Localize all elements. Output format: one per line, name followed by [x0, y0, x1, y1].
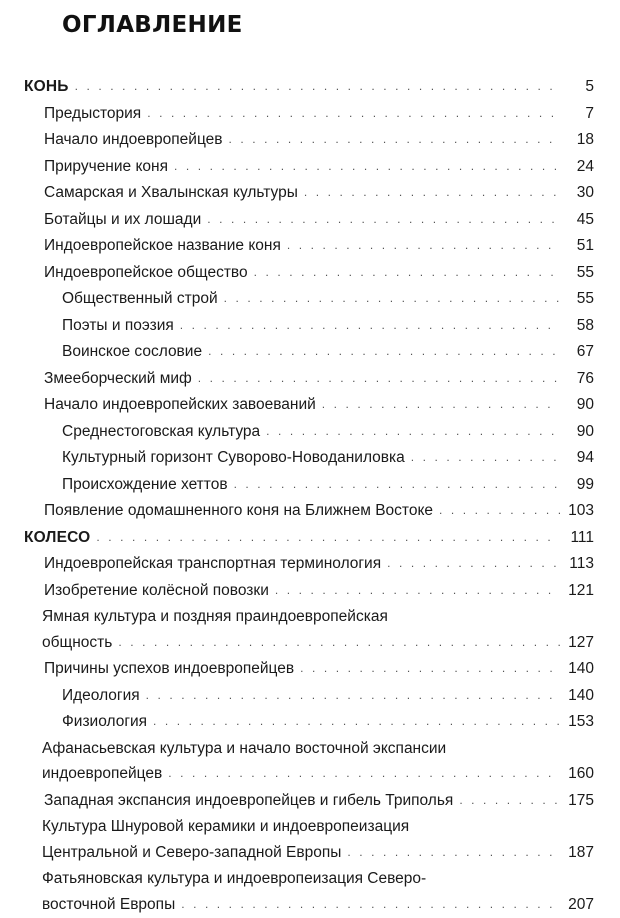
- dot-leader: [254, 260, 560, 286]
- toc-entry: [24, 656, 594, 683]
- toc-subentry: [24, 472, 594, 499]
- toc-page-number: 140: [568, 686, 594, 704]
- page-title: ОГЛАВЛЕНИЕ: [62, 12, 243, 38]
- dot-leader: [234, 472, 560, 498]
- dot-leader: [266, 419, 560, 445]
- toc-page-number: 160: [568, 765, 594, 782]
- toc-entry: [24, 366, 594, 393]
- toc-entry-label: Общественный строй: [62, 290, 218, 307]
- dot-leader: [322, 392, 560, 418]
- dot-leader: [459, 788, 560, 814]
- dot-leader: [118, 630, 560, 656]
- dot-leader: [147, 101, 560, 127]
- toc-entry-label: Воинское сословие: [62, 343, 203, 360]
- toc-page-number: 99: [576, 475, 594, 493]
- dot-leader: [207, 207, 560, 233]
- toc-subentry: [24, 445, 594, 472]
- toc-page-number: 18: [576, 131, 594, 148]
- toc-entry-label: Физиология: [62, 713, 148, 730]
- toc-section: [24, 525, 594, 552]
- toc-page-number: 90: [576, 396, 594, 413]
- toc-entry-label: Причины успехов индоевропейцев: [44, 660, 295, 677]
- toc-entry-label: КОНЬ: [24, 78, 69, 95]
- dot-leader: [387, 551, 560, 577]
- toc-entry-label: восточной Европы: [42, 895, 176, 913]
- toc-entry-label-first-line: Культура Шнуровой керамики и индоевропеизация: [42, 818, 410, 835]
- toc-page-number: 121: [568, 581, 594, 599]
- toc-page-number: 55: [576, 263, 594, 281]
- toc-page-number: 175: [568, 791, 594, 809]
- toc-entry: [24, 127, 594, 154]
- toc-entry: [24, 180, 594, 207]
- toc-entry-label: Изобретение колёсной повозки: [44, 581, 269, 599]
- toc-subentry: [24, 313, 594, 340]
- toc-subentry: [24, 709, 594, 736]
- toc-subentry: [24, 683, 594, 710]
- dot-leader: [208, 339, 560, 365]
- toc-entry-label: КОЛЕСО: [24, 528, 91, 546]
- dot-leader: [224, 286, 560, 312]
- toc-page-number: 67: [576, 343, 594, 360]
- toc-entry-label: Змееборческий миф: [44, 369, 192, 387]
- dot-leader: [304, 180, 560, 206]
- toc-page-number: 140: [568, 660, 594, 677]
- toc-page-number: 24: [576, 157, 594, 175]
- toc-page-number: 55: [576, 290, 594, 307]
- toc-entry-label: Происхождение хеттов: [62, 475, 228, 493]
- toc-entry: [24, 233, 594, 260]
- toc-page-number: 94: [576, 449, 594, 466]
- dot-leader: [198, 366, 560, 392]
- toc-page-number: 90: [576, 422, 594, 440]
- toc-entry: [24, 101, 594, 128]
- toc-entry-label: Самарская и Хвалынская культуры: [44, 184, 298, 201]
- dot-leader: [347, 840, 560, 866]
- toc-entry: [24, 866, 594, 918]
- toc-page-number: 7: [585, 104, 594, 122]
- dot-leader: [300, 656, 560, 682]
- toc-entry-label: Индоевропейское общество: [44, 263, 248, 281]
- toc-entry: [24, 392, 594, 419]
- toc-entry-label: Культурный горизонт Суворово-Новоданиловка: [62, 449, 405, 466]
- toc-page-number: 51: [576, 237, 594, 254]
- dot-leader: [181, 892, 560, 918]
- toc-entry-label: Приручение коня: [44, 157, 168, 175]
- toc-entry-label: индоевропейцев: [42, 765, 163, 782]
- dot-leader: [411, 445, 560, 471]
- dot-leader: [287, 233, 560, 259]
- dot-leader: [168, 761, 560, 787]
- toc-subentry: [24, 339, 594, 366]
- toc-entry-label: Индоевропейская транспортная терминология: [44, 555, 382, 572]
- toc-entry-label-first-line: Ямная культура и поздняя праиндоевропейская: [42, 608, 388, 625]
- toc-page-number: 76: [576, 369, 594, 387]
- toc-page-number: 207: [568, 895, 594, 913]
- toc-entry-label: общность: [42, 633, 113, 651]
- toc-entry-label: Начало индоевропейских завоеваний: [44, 396, 316, 413]
- toc-entry: [24, 498, 594, 525]
- toc-page-number: 30: [576, 184, 594, 201]
- toc-page-number: 187: [568, 843, 594, 861]
- toc-subentry: [24, 419, 594, 446]
- toc-page-number: 127: [568, 633, 594, 651]
- dot-leader: [174, 154, 560, 180]
- toc-entry-label: Предыстория: [44, 104, 142, 122]
- toc-entry: [24, 551, 594, 578]
- toc-page-number: 45: [576, 210, 594, 228]
- dot-leader: [96, 525, 560, 551]
- dot-leader: [439, 498, 560, 524]
- toc-entry: [24, 814, 594, 866]
- toc-page-number: 113: [569, 555, 594, 572]
- toc-entry-label: Начало индоевропейцев: [44, 131, 223, 148]
- dot-leader: [180, 313, 560, 339]
- toc-entry: [24, 736, 594, 788]
- toc-entry-label: Западная экспансия индоевропейцев и гибель Триполья: [44, 791, 454, 809]
- dot-leader: [229, 127, 560, 153]
- toc-entry: [24, 604, 594, 656]
- dot-leader: [146, 683, 560, 709]
- toc-page-number: 58: [576, 316, 594, 334]
- toc-entry-label: Поэты и поэзия: [62, 316, 174, 334]
- dot-leader: [75, 74, 560, 100]
- toc-entry: [24, 154, 594, 181]
- toc-entry-label: Появление одомашненного коня на Ближнем Востоке: [44, 502, 434, 519]
- toc-entry: [24, 260, 594, 287]
- toc-entry: [24, 207, 594, 234]
- toc-entry-label: Ботайцы и их лошади: [44, 210, 202, 228]
- table-of-contents: [24, 74, 594, 918]
- toc-entry: [24, 578, 594, 605]
- toc-entry-label-first-line: Фатьяновская культура и индоевропеизация Северо-: [42, 870, 427, 887]
- toc-subentry: [24, 286, 594, 313]
- toc-page-number: 5: [585, 78, 594, 95]
- dot-leader: [275, 578, 560, 604]
- toc-section: [24, 74, 594, 101]
- toc-entry-label: Среднестоговская культура: [62, 422, 261, 440]
- toc-page-number: 111: [570, 528, 594, 546]
- dot-leader: [153, 709, 560, 735]
- toc-page-number: 103: [568, 502, 594, 519]
- toc-entry: [24, 788, 594, 815]
- toc-entry-label: Центральной и Северо-западной Европы: [42, 843, 342, 861]
- toc-entry-label: Идеология: [62, 686, 140, 704]
- toc-entry-label: Индоевропейское название коня: [44, 237, 281, 254]
- toc-entry-label-first-line: Афанасьевская культура и начало восточной экспансии: [42, 739, 447, 757]
- toc-page-number: 153: [568, 713, 594, 730]
